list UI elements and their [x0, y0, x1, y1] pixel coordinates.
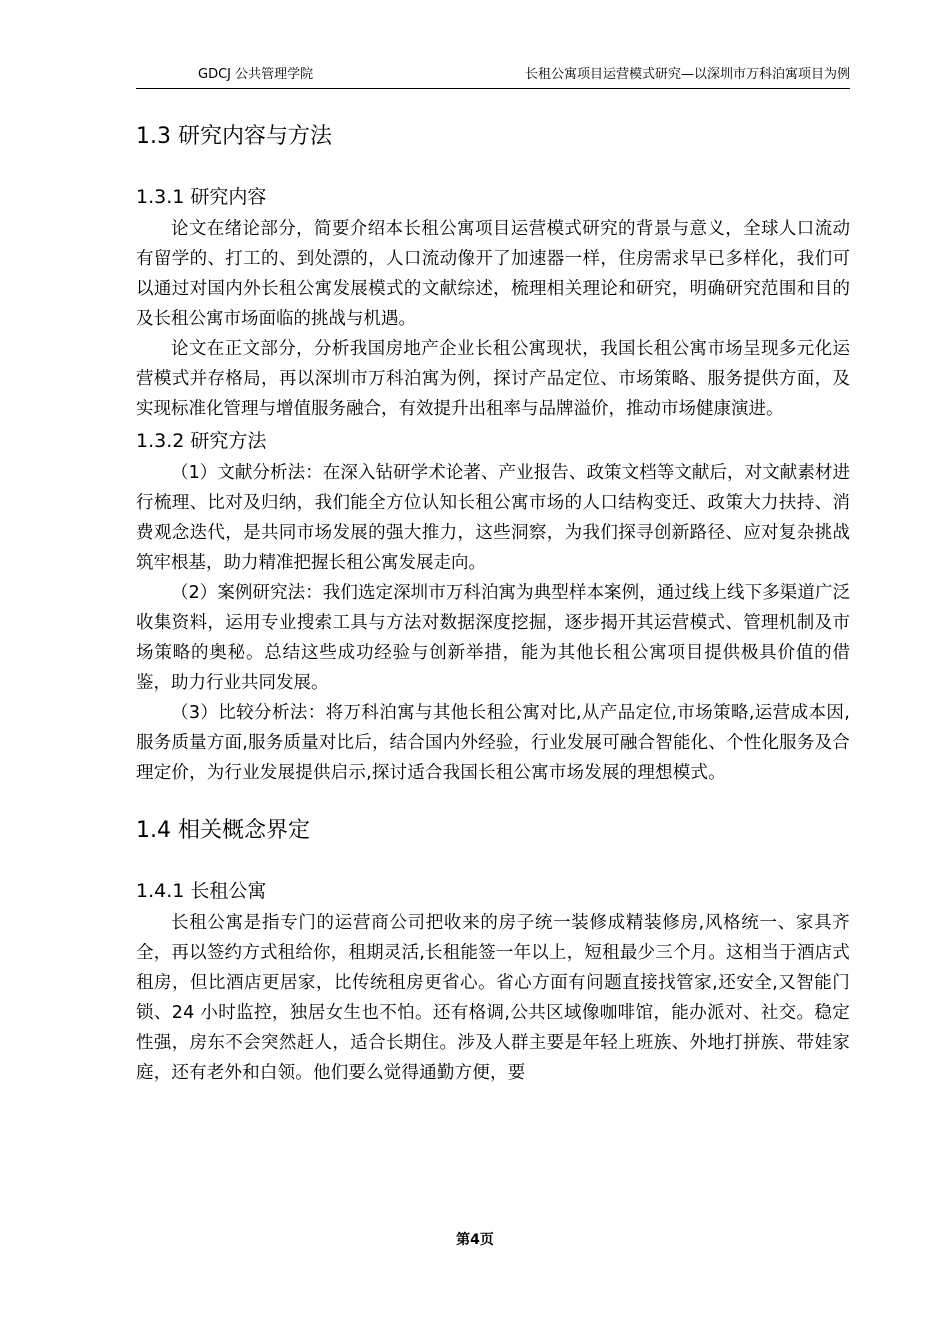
paragraph: （3）比较分析法：将万科泊寓与其他长租公寓对比,从产品定位,市场策略,运营成本因,服务质量方面,服务质量对比后，结合国内外经验，行业发展可融合智能化、个性化服务及合理定价，为行业发展提供启示,探讨适合我国长租公寓市场发展的理想模式。: [136, 703, 850, 783]
section-heading-1-4: 1.4 相关概念界定: [136, 818, 310, 843]
subsection-heading-1-4-1: 1.4.1 长租公寓: [136, 880, 267, 902]
subsection-heading-1-3-2: 1.3.2 研究方法: [136, 430, 267, 452]
subsection-heading-1-3-1: 1.3.1 研究内容: [136, 186, 267, 208]
paragraph: 长租公寓是指专门的运营商公司把收来的房子统一装修成精装修房,风格统一、家具齐全，再以签约方式租给你，租期灵活,长租能签一年以上，短租最少三个月。这相当于酒店式租房，但比酒店更居家，比传统租房更省心。省心方面有问题直接找管家,还安全,又智能门锁、24 小时监控，独居女生也不怕。还有格调,公共区域像咖啡馆，能办派对、社交。稳定性强，房东不会突然赶人，适合长期住。涉及人群主要是年轻上班族、外地打拼族、带娃家庭，还有老外和白领。他们要么觉得通勤方便，要: [136, 913, 850, 1083]
page-number: 第4页: [456, 1232, 494, 1248]
header-paper-title: 长租公寓项目运营模式研究—以深圳市万科泊寓项目为例: [524, 67, 850, 82]
paragraph: （2）案例研究法：我们选定深圳市万科泊寓为典型样本案例，通过线上线下多渠道广泛收集资料，运用专业搜索工具与方法对数据深度挖掘，逐步揭开其运营模式、管理机制及市场策略的奥秘。总结这些成功经验与创新举措，能为其他长租公寓项目提供极具价值的借鉴，助力行业共同发展。: [136, 583, 850, 693]
running-header: [136, 66, 850, 89]
page-body: [136, 112, 850, 1088]
header-institution: GDCJ 公共管理学院: [198, 67, 314, 82]
paragraph: （1）文献分析法：在深入钻研学术论著、产业报告、政策文档等文献后，对文献素材进行梳理、比对及归纳，我们能全方位认知长租公寓市场的人口结构变迁、政策大力扶持、消费观念迭代，是共同市场发展的强大推力，这些洞察，为我们探寻创新路径、应对复杂挑战筑牢根基，助力精准把握长租公寓发展走向。: [136, 463, 850, 573]
paragraph: 论文在绪论部分，简要介绍本长租公寓项目运营模式研究的背景与意义，全球人口流动有留学的、打工的、到处漂的，人口流动像开了加速器一样，住房需求早已多样化，我们可以通过对国内外长租公寓发展模式的文献综述，梳理相关理论和研究，明确研究范围和目的及长租公寓市场面临的挑战与机遇。: [136, 219, 850, 329]
paragraph: 论文在正文部分，分析我国房地产企业长租公寓现状，我国长租公寓市场呈现多元化运营模式并存格局，再以深圳市万科泊寓为例，探讨产品定位、市场策略、服务提供方面，及实现标准化管理与增值服务融合，有效提升出租率与品牌溢价，推动市场健康演进。: [136, 339, 850, 419]
section-heading-1-3: 1.3 研究内容与方法: [136, 124, 332, 149]
